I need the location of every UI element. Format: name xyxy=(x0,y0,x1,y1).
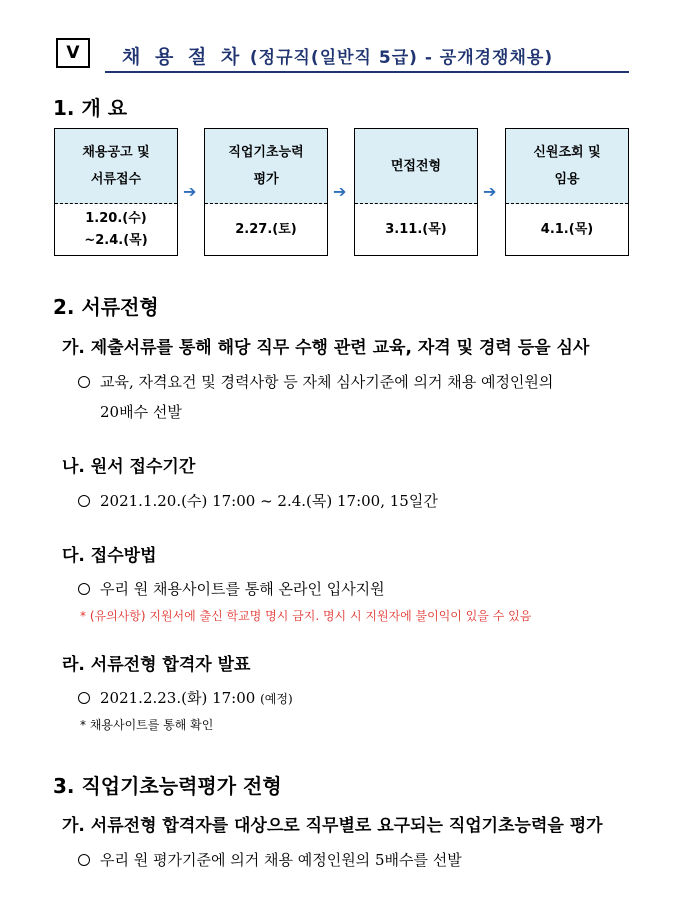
circle-bullet-icon xyxy=(78,692,90,704)
step-2-label-line1: 직업기초능력 xyxy=(228,145,304,160)
section2-ra-bullet-suffix: (예정) xyxy=(260,692,293,706)
section2-ga-bullet-text: 교육, 자격요건 및 경력사항 등 자체 심사기준에 의거 채용 예정인원의 xyxy=(100,373,554,391)
page-title-subtitle: (정규직(일반직 5급) - 공개경쟁채용) xyxy=(249,48,554,68)
section2-ga-bullet-continuation: 20배수 선발 xyxy=(100,403,182,421)
section2-ra-title: 라. 서류전형 합격자 발표 xyxy=(62,655,251,675)
circle-bullet-icon xyxy=(78,854,90,866)
section-number: Ⅴ xyxy=(66,43,80,63)
title-underline xyxy=(105,71,629,73)
step-1-label-line1: 채용공고 및 xyxy=(82,145,150,160)
section2-ga-title: 가. 제출서류를 통해 해당 직무 수행 관련 교육, 자격 및 경력 등을 심사 xyxy=(62,338,590,358)
circle-bullet-icon xyxy=(78,376,90,388)
process-step-1 xyxy=(54,128,178,256)
step-4-date-line1: 4.1.(목) xyxy=(540,221,594,237)
step-4-label-line1: 신원조회 및 xyxy=(533,145,601,160)
section3-title: 3. 직업기초능력평가 전형 xyxy=(53,774,282,798)
section2-title: 2. 서류전형 xyxy=(53,295,159,319)
section2-na-bullet xyxy=(78,490,438,511)
section2-da-title: 다. 접수방법 xyxy=(62,546,157,566)
section3-ga-bullet-text: 우리 원 평가기준에 의거 채용 예정인원의 5배수를 선발 xyxy=(100,851,462,869)
circle-bullet-icon xyxy=(78,583,90,595)
section2-ra-note: * 채용사이트를 통해 확인 xyxy=(80,718,214,732)
section2-ra-bullet xyxy=(78,687,293,708)
step-3-label-line1: 면접전형 xyxy=(390,158,442,174)
process-step-3 xyxy=(354,128,478,256)
arrow-right-icon: ➔ xyxy=(333,182,347,201)
section3-ga-bullet xyxy=(78,849,462,870)
step-4-label-line2: 임용 xyxy=(554,172,580,187)
section2-da-bullet xyxy=(78,578,385,599)
section2-na-bullet-text: 2021.1.20.(수) 17:00 ~ 2.4.(목) 17:00, 15일간 xyxy=(100,492,438,510)
section1-title: 1. 개 요 xyxy=(53,96,128,120)
arrow-right-icon: ➔ xyxy=(183,182,197,201)
page-title-main: 채 용 절 차 xyxy=(122,46,244,68)
page-title xyxy=(122,42,553,69)
circle-bullet-icon xyxy=(78,495,90,507)
step-2-date-line1: 2.27.(토) xyxy=(235,221,297,237)
step-1-date-line2: ~2.4.(목) xyxy=(84,232,148,248)
section3-ga-title: 가. 서류전형 합격자를 대상으로 직무별로 요구되는 직업기초능력을 평가 xyxy=(62,816,603,836)
process-step-2 xyxy=(204,128,328,256)
section2-ra-bullet-text: 2021.2.23.(화) 17:00 xyxy=(100,689,256,707)
process-step-4 xyxy=(505,128,629,256)
section2-da-warning-note: * (유의사항) 지원서에 출신 학교명 명시 금지. 명시 시 지원자에 불이익이 있을 수 있음 xyxy=(80,609,532,623)
arrow-right-icon: ➔ xyxy=(483,182,497,201)
step-3-date-line1: 3.11.(목) xyxy=(385,221,447,237)
step-1-label-line2: 서류접수 xyxy=(90,172,142,187)
section2-ga-bullet xyxy=(78,371,553,392)
section2-da-bullet-text: 우리 원 채용사이트를 통해 온라인 입사지원 xyxy=(100,580,385,598)
section2-na-title: 나. 원서 접수기간 xyxy=(62,457,196,477)
step-1-date-line1: 1.20.(수) xyxy=(85,210,147,226)
section-number-box xyxy=(56,38,90,68)
step-2-label-line2: 평가 xyxy=(253,172,279,187)
